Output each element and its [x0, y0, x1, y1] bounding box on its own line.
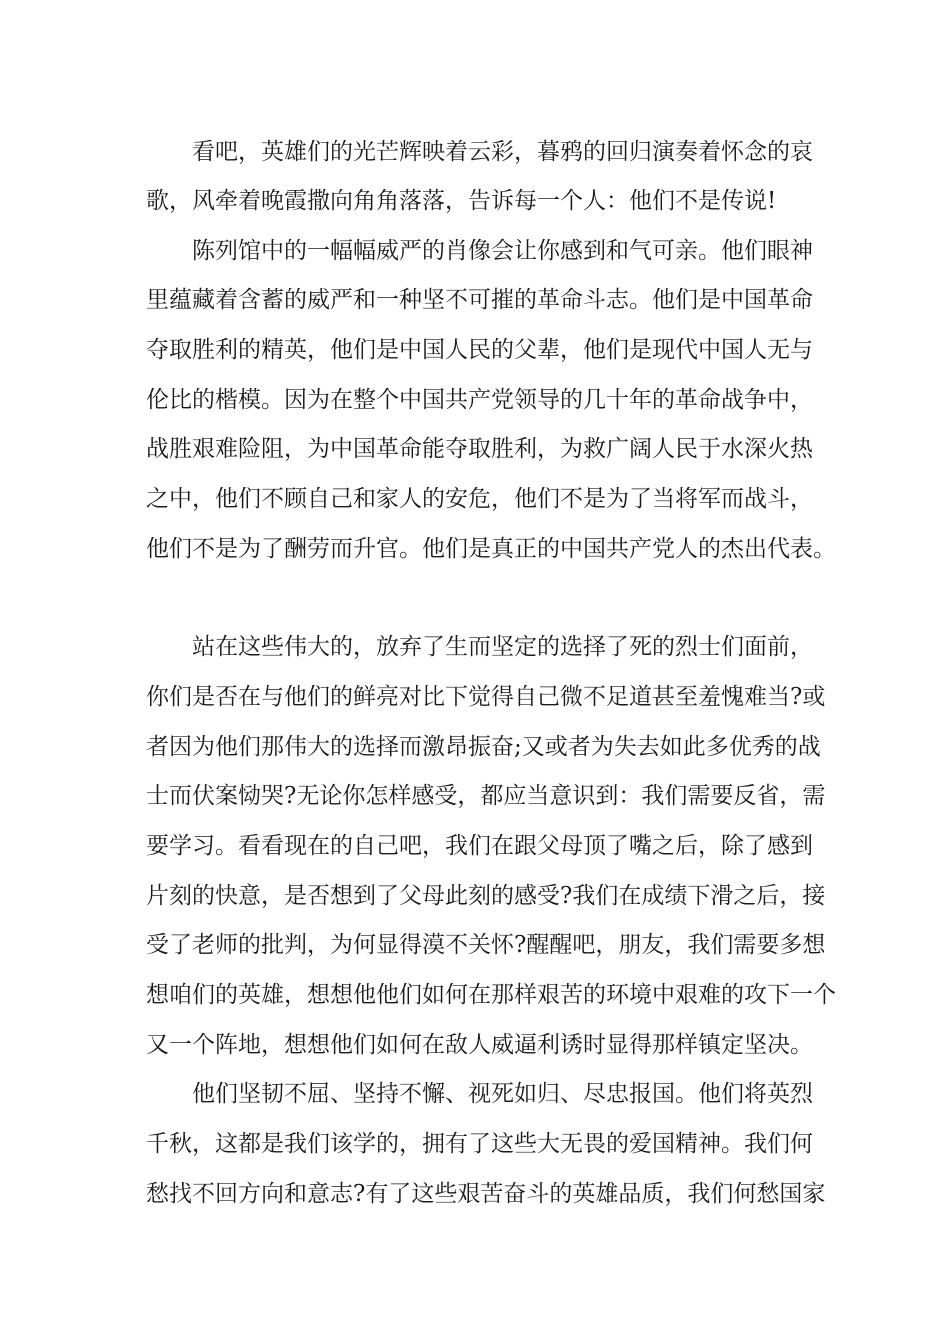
paragraph-4-line-3: 愁找不回方向和意志?有了这些艰苦奋斗的英雄品质，我们何愁国家	[146, 1181, 826, 1207]
paragraph-2-line-7: 他们不是为了酬劳而升官。他们是真正的中国共产党人的杰出代表。	[146, 536, 836, 562]
paragraph-2-line-2: 里蕴藏着含蓄的威严和一种坚不可摧的革命斗志。他们是中国革命	[146, 287, 813, 313]
paragraph-3-line-5: 要学习。看看现在的自己吧，我们在跟父母顶了嘴之后，除了感到	[146, 833, 813, 859]
paragraph-2-line-1: 陈列馆中的一幅幅威严的肖像会让你感到和气可亲。他们眼神	[192, 238, 813, 264]
paragraph-3-line-7: 受了老师的批判，为何显得漠不关怀?醒醒吧，朋友，我们需要多想	[146, 932, 826, 958]
paragraph-3-line-6: 片刻的快意，是否想到了父母此刻的感受?我们在成绩下滑之后，接	[146, 883, 826, 909]
paragraph-3-line-3: 者因为他们那伟大的选择而激昂振奋;又或者为失去如此多优秀的战	[146, 734, 821, 760]
paragraph-3-line-4: 士而伏案恸哭?无论你怎样感受，都应当意识到：我们需要反省，需	[146, 783, 826, 809]
paragraph-2-line-3: 夺取胜利的精英，他们是中国人民的父辈，他们是现代中国人无与	[146, 337, 813, 363]
paragraph-2-line-6: 之中，他们不顾自己和家人的安危，他们不是为了当将军而战斗，	[146, 486, 813, 512]
paragraph-3-line-9: 又一个阵地，想想他们如何在敌人威逼利诱时显得那样镇定坚决。	[146, 1032, 813, 1058]
paragraph-2-line-5: 战胜艰难险阻，为中国革命能夺取胜利，为救广阔人民于水深火热	[146, 436, 813, 462]
paragraph-3-line-2: 你们是否在与他们的鲜亮对比下觉得自己微不足道甚至羞愧难当?或	[146, 684, 826, 710]
paragraph-3-line-8: 想咱们的英雄，想想他他们如何在那样艰苦的环境中艰难的攻下一个	[146, 982, 836, 1008]
paragraph-2-line-4: 伦比的楷模。因为在整个中国共产党领导的几十年的革命战争中，	[146, 387, 813, 413]
paragraph-4-line-2: 千秋，这都是我们该学的，拥有了这些大无畏的爱国精神。我们何	[146, 1131, 813, 1157]
paragraph-1-line-2: 歌，风牵着晚霞撒向角角落落，告诉每一个人：他们不是传说!	[146, 188, 777, 214]
paragraph-1-line-1: 看吧，英雄们的光芒辉映着云彩，暮鸦的回归演奏着怀念的哀	[192, 139, 813, 165]
paragraph-4-line-1: 他们坚韧不屈、坚持不懈、视死如归、尽忠报国。他们将英烈	[192, 1081, 813, 1107]
paragraph-3-line-1: 站在这些伟大的，放弃了生而坚定的选择了死的烈士们面前，	[192, 634, 813, 660]
